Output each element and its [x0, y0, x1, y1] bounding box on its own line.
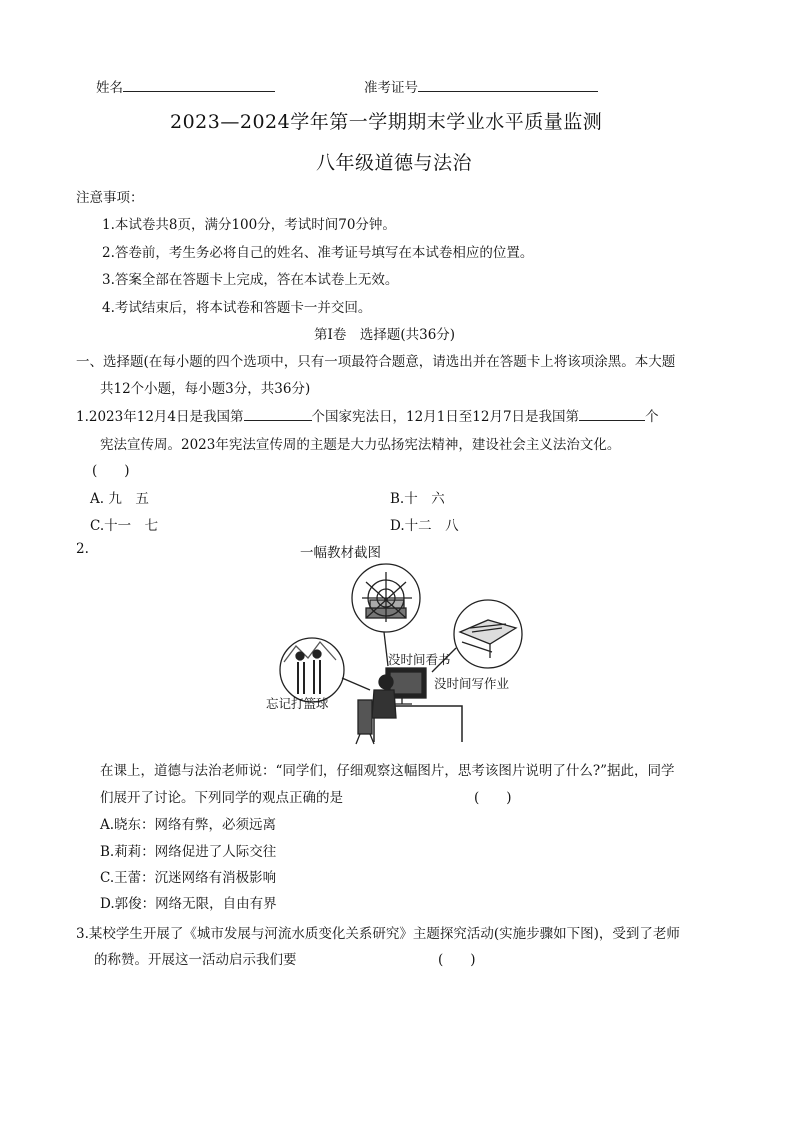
- q3-answer-paren: ( ): [438, 952, 476, 968]
- label-forgot-basketball: 忘记打篮球: [266, 696, 329, 711]
- basketball-thought-bubble: [280, 638, 344, 702]
- exam-id-label: 准考证号: [364, 80, 418, 96]
- illustration-svg: [262, 562, 542, 746]
- exam-title: 2023—2024学年第一学期期末学业水平质量监测: [170, 111, 603, 133]
- exam-id-blank: [418, 77, 598, 92]
- name-label: 姓名: [96, 80, 123, 96]
- student-head: [379, 675, 393, 689]
- q1-option-c: C.十一 七: [90, 518, 159, 534]
- q3-stem-line2: 的称赞。开展这一活动启示我们要: [94, 952, 297, 968]
- q2-number: 2.: [76, 541, 89, 557]
- label-no-time-reading: 没时间看书: [388, 652, 451, 667]
- q1-option-d: D.十二 八: [390, 518, 459, 534]
- label-no-time-homework: 没时间写作业: [434, 676, 510, 691]
- q1-option-b: B.十 六: [390, 491, 445, 507]
- q1-stem-line2: 宪法宣传周。2023年宪法宣传周的主题是大力弘扬宪法精神，建设社会主义法治文化。: [100, 437, 621, 453]
- notice-item-3: 3.答案全部在答题卡上完成，答在本试卷上无效。: [102, 272, 399, 288]
- textbook-illustration: [262, 562, 542, 746]
- q2-option-b: B.莉莉：网络促进了人际交往: [100, 844, 277, 860]
- notice-item-2: 2.答卷前，考生务必将自己的姓名、准考证号填写在本试卷相应的位置。: [102, 245, 534, 261]
- q1-option-a: A. 九 五: [90, 491, 149, 507]
- chair: [358, 700, 372, 734]
- notice-item-4: 4.考试结束后，将本试卷和答题卡一并交回。: [102, 300, 372, 316]
- name-field: [96, 76, 275, 96]
- notice-heading: 注意事项：: [76, 190, 144, 206]
- q3-stem-line1: 3.某校学生开展了《城市发展与河流水质变化关系研究》主题探究活动(实施步骤如下图)，受到了老师: [76, 926, 680, 942]
- q2-stem-line2: 们展开了讨论。下列同学的观点正确的是: [100, 790, 343, 806]
- part1-title: 第Ⅰ卷 选择题(共36分): [314, 327, 456, 343]
- subject-title: 八年级道德与法治: [316, 152, 473, 174]
- q2-option-d: D.郭俊：网络无限，自由有界: [100, 896, 277, 912]
- section1-instructions-line2: 共12个小题，每小题3分，共36分): [100, 381, 311, 397]
- q1-stem-line1: 1.2023年12月4日是我国第 个国家宪法日，12月1日至12月7日是我国第 个: [76, 405, 659, 425]
- q1-answer-paren: ( ): [92, 463, 130, 479]
- q2-option-c: C.王蕾：沉迷网络有消极影响: [100, 870, 277, 886]
- section1-instructions-line1: 一、选择题(在每小题的四个选项中，只有一项最符合题意，请选出并在答题卡上将该项涂黑。本大题: [76, 354, 676, 370]
- q2-caption: 一幅教材截图: [300, 545, 381, 561]
- name-blank: [123, 77, 275, 92]
- q2-answer-paren: ( ): [474, 790, 512, 806]
- q2-option-a: A.晓东：网络有弊，必须远离: [100, 817, 277, 833]
- q1-blank-1: [244, 406, 312, 421]
- q1-blank-2: [579, 406, 645, 421]
- exam-id-field: [364, 76, 598, 96]
- q2-stem-line1: 在课上，道德与法治老师说：“同学们，仔细观察这幅图片，思考该图片说明了什么?”据此，同学: [100, 763, 675, 779]
- notice-item-1: 1.本试卷共8页，满分100分，考试时间70分钟。: [102, 217, 396, 233]
